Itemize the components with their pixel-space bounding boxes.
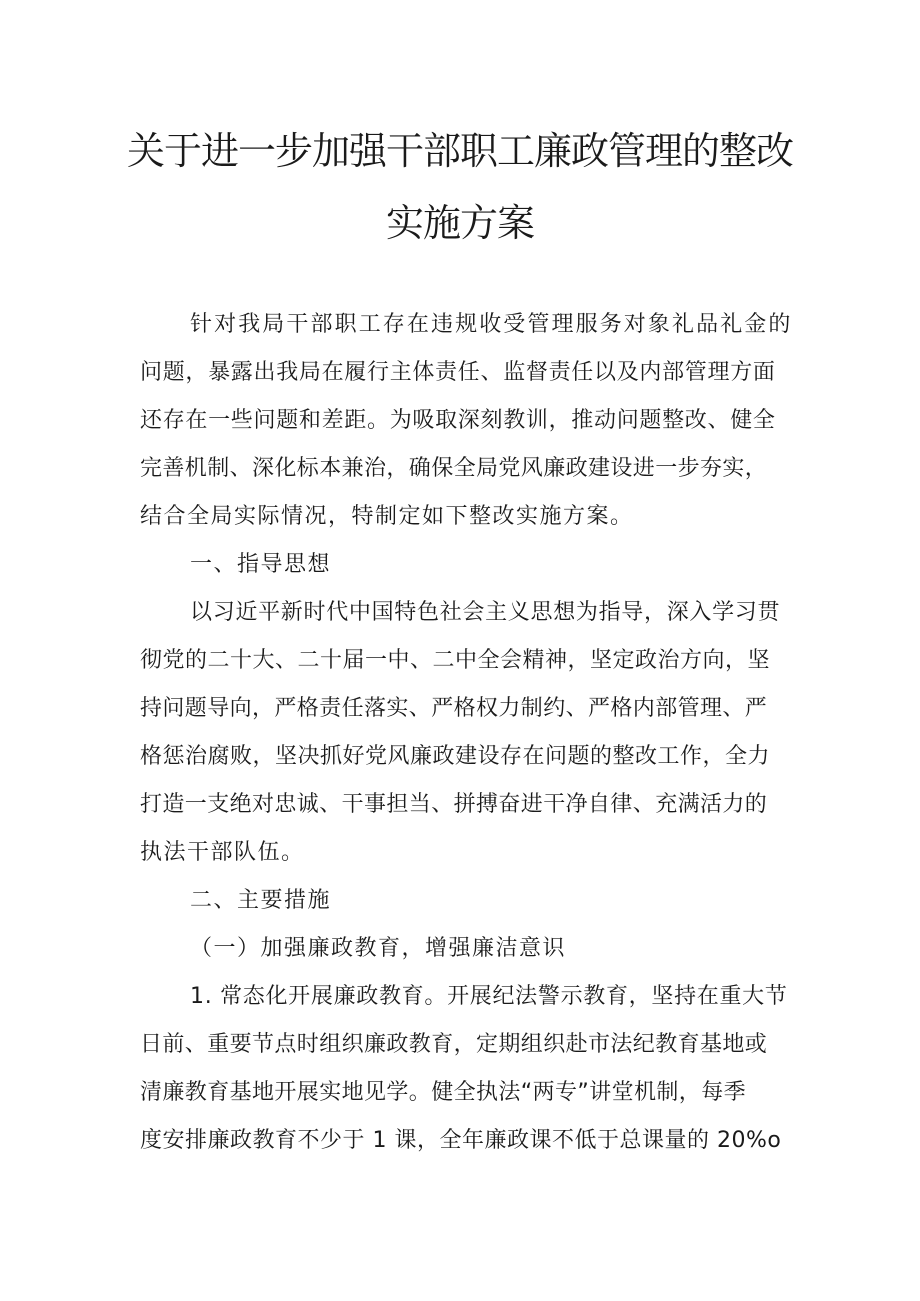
body-text-line: 以习近平新时代中国特色社会主义思想为指导，深入学习贯 [190,600,781,625]
body-text-line: 日前、重要节点时组织廉政教育，定期组织赴市法纪教育基地或 [140,1032,768,1057]
body-text-line: 还存在一些问题和差距。为吸取深刻教训，推动问题整改、健全 [140,408,776,433]
section-heading: 二、主要措施 [190,888,332,913]
subsection-heading: （一）加强廉政教育，增强廉洁意识 [190,936,567,961]
body-text-line: 针对我局干部职工存在违规收受管理服务对象礼品礼金的 [190,312,793,337]
body-text-line: 1. 常态化开展廉政教育。开展纪法警示教育，坚持在重大节 [190,984,788,1009]
body-text-line: 结合全局实际情况，特制定如下整改实施方案。 [140,504,634,529]
document-title-line-2: 实施方案 [385,201,534,245]
body-text-line: 打造一支绝对忠诚、干事担当、拼搏奋进干净自律、充满活力的 [140,792,768,817]
section-heading: 一、指导思想 [190,552,332,577]
body-text-line: 持问题导向，严格责任落实、严格权力制约、严格内部管理、严 [140,696,768,721]
body-text-line: 问题，暴露出我局在履行主体责任、监督责任以及内部管理方面 [140,360,776,385]
body-text-line: 执法干部队伍。 [140,840,305,865]
document-title-line-1: 关于进一步加强干部职工廉政管理的整改 [126,129,793,173]
body-text-line: 度安排廉政教育不少于 1 课，全年廉政课不低于总课量的 20%o [140,1128,782,1153]
body-text-line: 清廉教育基地开展实地见学。健全执法“两专”讲堂机制，每季 [140,1080,746,1105]
body-text-line: 完善机制、深化标本兼治，确保全局党风廉政建设进一步夯实， [140,456,768,481]
body-text-line: 格惩治腐败，坚决抓好党风廉政建设存在问题的整改工作，全力 [140,744,771,769]
body-text-line: 彻党的二十大、二十届一中、二中全会精神，坚定政治方向，坚 [140,648,771,673]
